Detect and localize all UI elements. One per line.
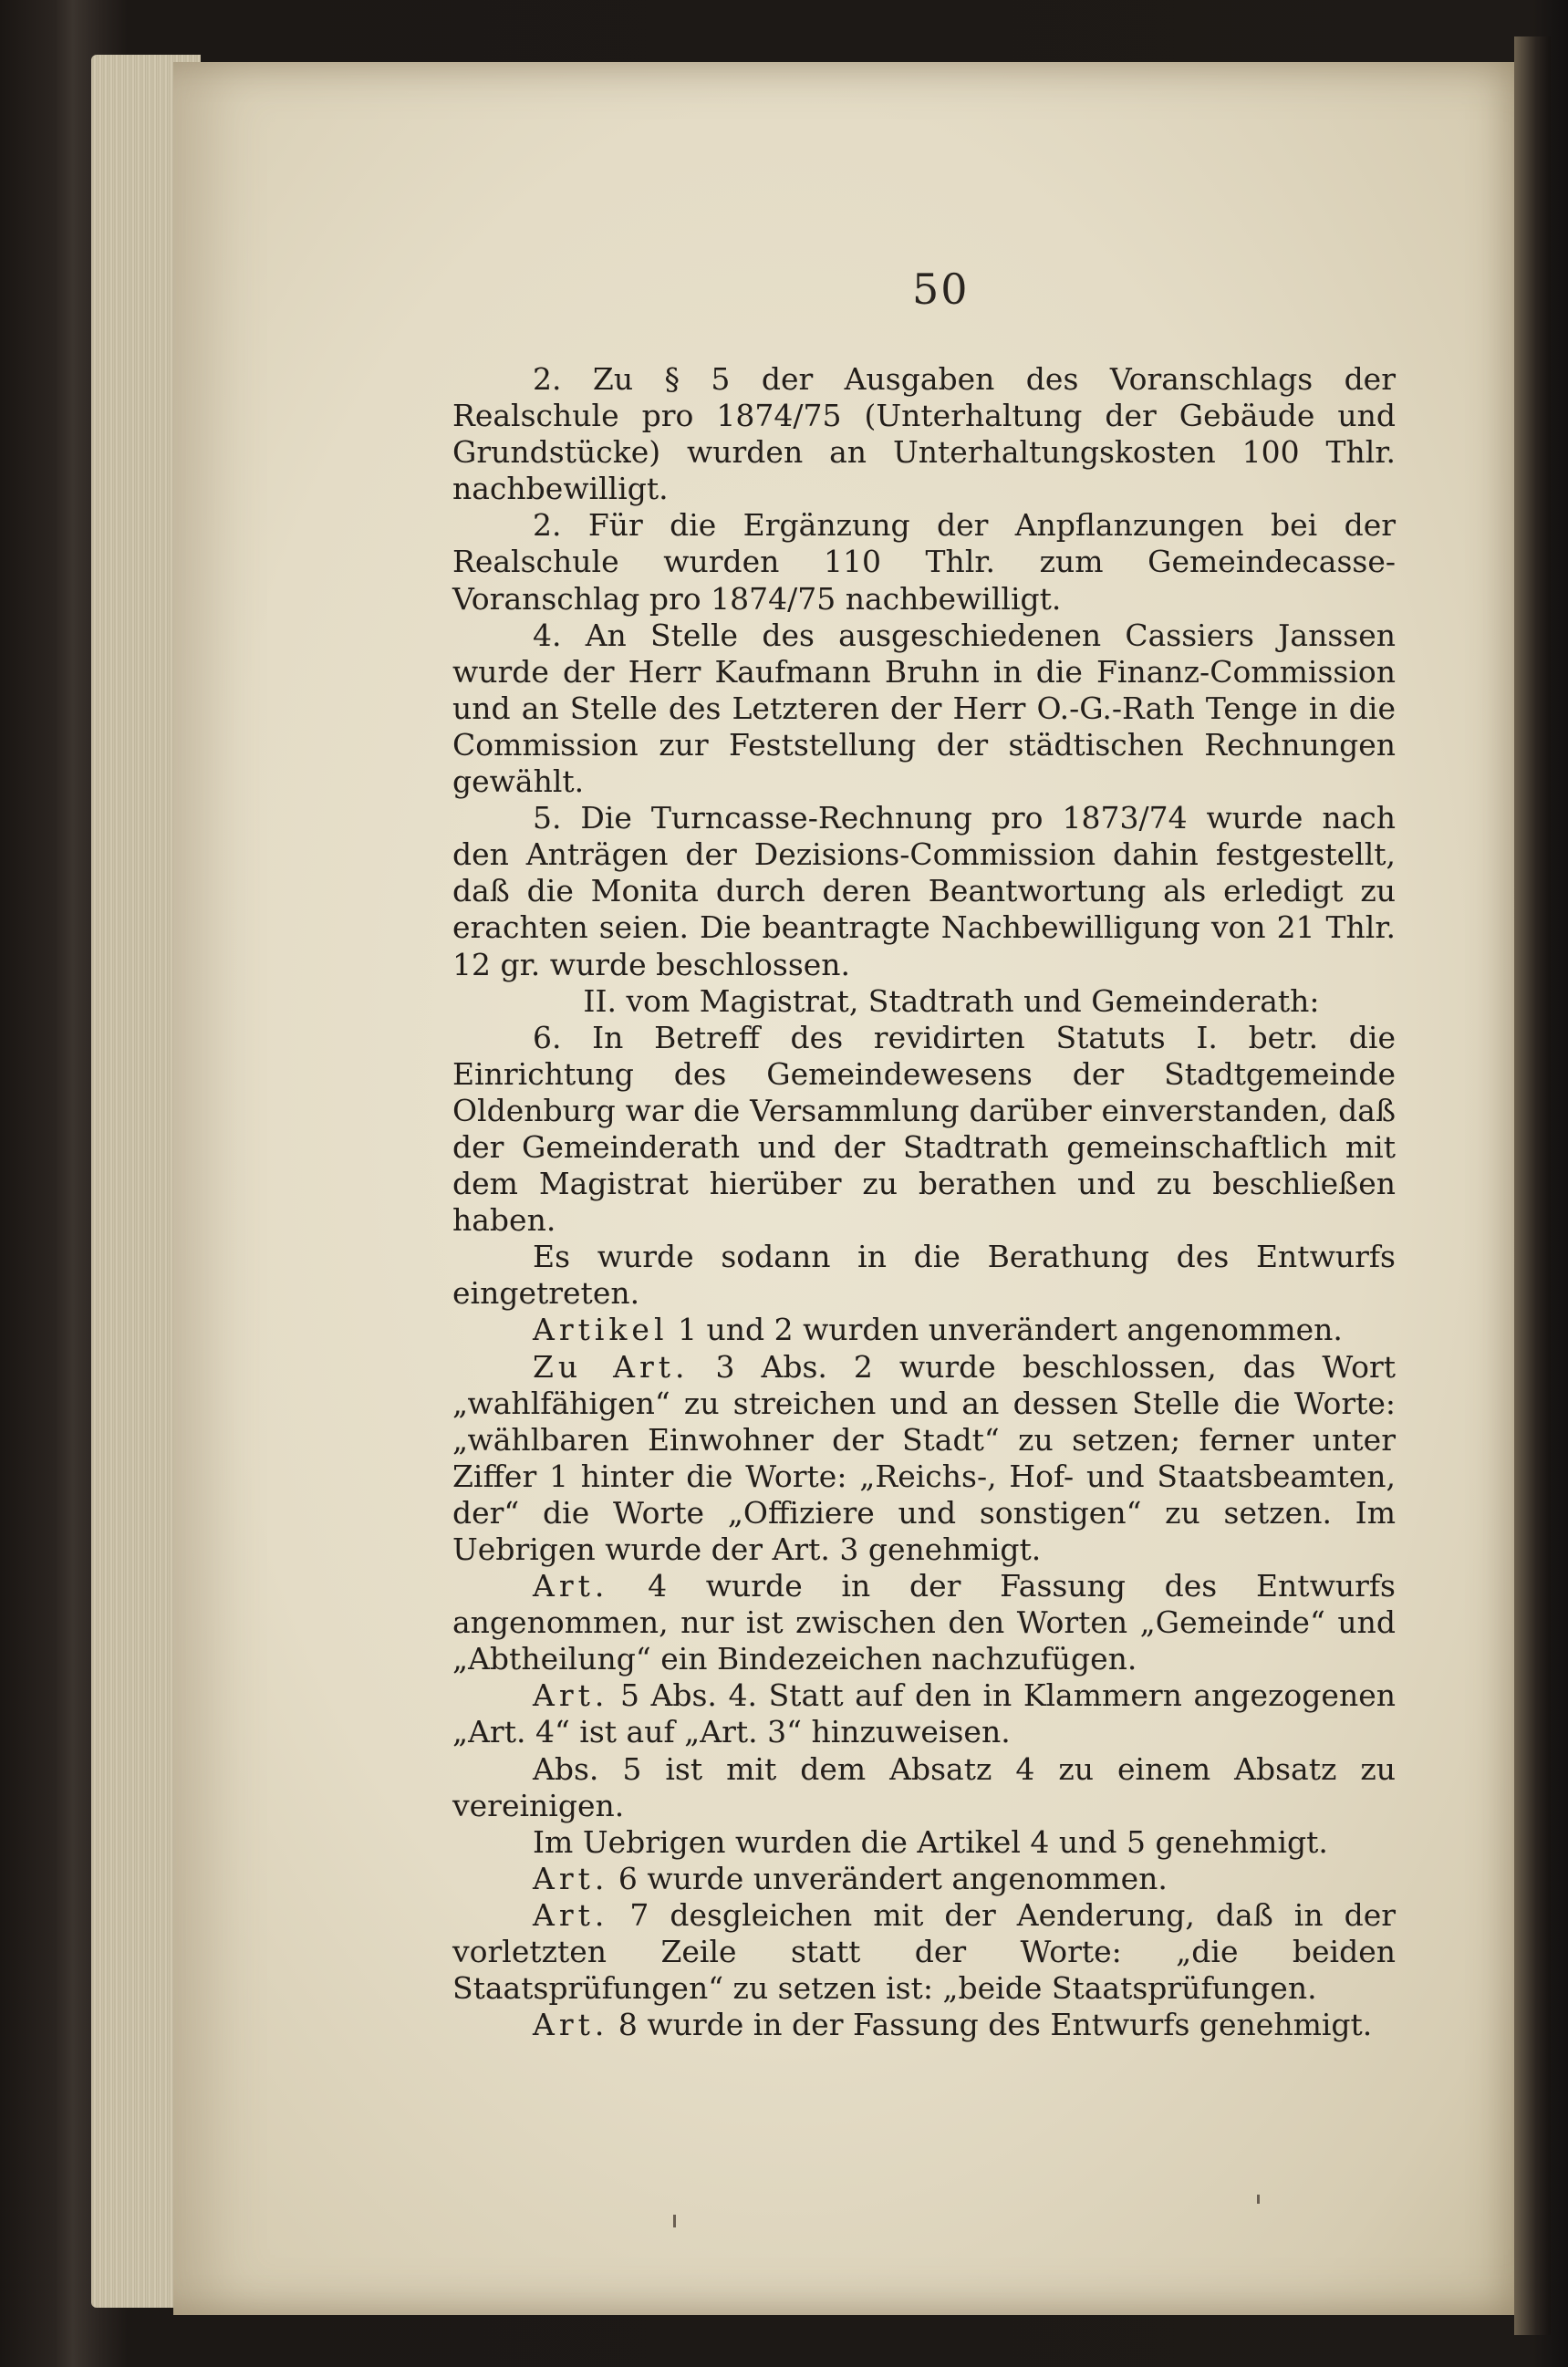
article-lead: Art. [533,1677,609,1714]
paper-speck [1257,2195,1260,2204]
book-gutter [1514,36,1551,2335]
section-heading: II. vom Magistrat, Stadtrath und Gemeinderath: [583,982,1320,1019]
article-text: 6 wurde unverändert angenommen. [608,1860,1168,1896]
paragraph [452,1568,1396,1677]
paragraph: 5. Die Turncasse-Rechnung pro 1873/74 wurde nach den Anträgen der Dezisions-Commission dahin festgestellt, daß die Monita durch deren Beantwortung als erledigt zu erachten seien. Die beantragte Nachbewilligung von 21 Thlr. 12 gr. wurde beschlossen. [452,800,1396,982]
paragraph: 2. Zu § 5 der Ausgaben des Voranschlags der Realschule pro 1874/75 (Unterhaltung der Gebäude und Grundstücke) wurden an Unterhaltungskosten 100 Thlr. nachbewilligt. [452,361,1396,507]
article-lead: Art. [533,1568,609,1604]
article-text: 4 wurde in der Fassung des Entwurfs angenommen, nur ist zwischen den Worten „Gemeinde“ und „Abtheilung“ ein Bindezeichen nachzufügen. [452,1568,1396,1677]
paragraph [452,1677,1396,1750]
article-text: 3 Abs. 2 wurde beschlossen, das Wort „wahlfähigen“ zu streichen und an dessen Stelle die Worte: „wählbaren Einwohner der Stadt“ zu setzen; ferner unter Ziffer 1 hinter die Worte: „Reichs-, Hof- und Staatsbeamten, der“ die Worte „Offiziere und sonstigen“ zu setzen. Im Uebrigen wurde der Art. 3 genehmigt. [452,1348,1397,1567]
paragraph [452,1861,1396,1897]
paragraph [452,1897,1396,2007]
paragraph: Im Uebrigen wurden die Artikel 4 und 5 genehmigt. [533,1823,1328,1860]
paragraph [452,1312,1396,1348]
paper-speck [673,2215,676,2227]
paragraph: 6. In Betreff des revidirten Statuts I. betr. die Einrichtung des Gemeindewesens der Stadtgemeinde Oldenburg war die Versammlung darüber einverstanden, daß der Gemeinderath und der Stadtrath gemeinschaftlich mit dem Magistrat hierüber zu berathen und zu beschließen haben. [452,1019,1396,1239]
paragraph: Abs. 5 ist mit dem Absatz 4 zu einem Absatz zu vereinigen. [452,1750,1396,1823]
article-text: 5 Abs. 4. Statt auf den in Klammern angezogenen „Art. 4“ ist auf „Art. 3“ hinzuweisen. [452,1677,1396,1750]
article-text: 7 desgleichen mit der Aenderung, daß in der vorletzten Zeile statt der Worte: „die beiden Staatsprüfungen“ zu setzen ist: „beide Staatsprüfungen. [452,1896,1396,2007]
paragraph: Es wurde sodann in die Berathung des Entwurfs eingetreten. [452,1239,1396,1312]
paragraph: 2. Für die Ergänzung der Anpflanzungen bei der Realschule wurden 110 Thlr. zum Gemeindecasse-Voranschlag pro 1874/75 nachbewilligt. [452,507,1396,617]
article-text: 1 und 2 wurden unverändert angenommen. [668,1312,1343,1348]
article-lead: Art. [533,1896,609,1933]
page-number: 50 [912,265,970,314]
article-lead: Art. [533,2007,609,2043]
article-text: 8 wurde in der Fassung des Entwurfs genehmigt. [608,2007,1373,2043]
page-text [452,361,1396,2043]
paragraph [452,2007,1396,2043]
paragraph: 4. An Stelle des ausgeschiedenen Cassiers Janssen wurde der Herr Kaufmann Bruhn in die Finanz-Commission und an Stelle des Letzteren der Herr O.-G.-Rath Tenge in die Commission zur Feststellung der städtischen Rechnungen gewählt. [452,617,1396,800]
article-lead: Zu Art. [533,1348,690,1385]
article-lead: Art. [533,1860,609,1896]
article-lead: Artikel [533,1312,669,1348]
paragraph [452,1349,1396,1569]
